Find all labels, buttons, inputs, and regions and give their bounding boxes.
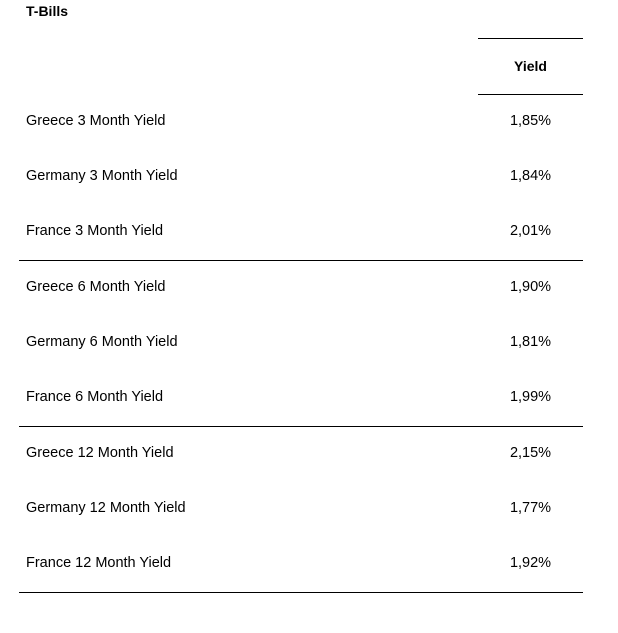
table-row	[19, 205, 583, 260]
table-row	[19, 95, 583, 150]
row-label: Germany 12 Month Yield	[26, 500, 186, 516]
table-row	[19, 316, 583, 371]
table-row	[19, 371, 583, 426]
row-label: France 3 Month Yield	[26, 223, 164, 239]
row-value: 1,99%	[509, 389, 552, 405]
column-header-yield: Yield	[514, 58, 547, 74]
row-label: Germany 6 Month Yield	[26, 334, 178, 350]
table-bottom-rule	[19, 592, 583, 593]
page-title: T-Bills	[26, 3, 69, 19]
header-top-rule	[478, 38, 583, 39]
table-row	[19, 150, 583, 205]
row-value: 2,15%	[509, 445, 552, 461]
row-value: 1,81%	[509, 334, 552, 350]
row-label: Greece 6 Month Yield	[26, 279, 166, 295]
row-label: Greece 12 Month Yield	[26, 445, 174, 461]
row-label: Greece 3 Month Yield	[26, 113, 166, 129]
table-row	[19, 537, 583, 592]
row-value: 2,01%	[509, 223, 552, 239]
row-value: 1,84%	[509, 168, 552, 184]
table-row	[19, 482, 583, 537]
row-value: 1,90%	[509, 279, 552, 295]
row-value: 1,92%	[509, 555, 552, 571]
table-row	[19, 427, 583, 482]
row-label: Germany 3 Month Yield	[26, 168, 178, 184]
row-value: 1,77%	[509, 500, 552, 516]
table-row	[19, 261, 583, 316]
row-label: France 6 Month Yield	[26, 389, 164, 405]
row-label: France 12 Month Yield	[26, 555, 172, 571]
row-value: 1,85%	[509, 113, 552, 129]
